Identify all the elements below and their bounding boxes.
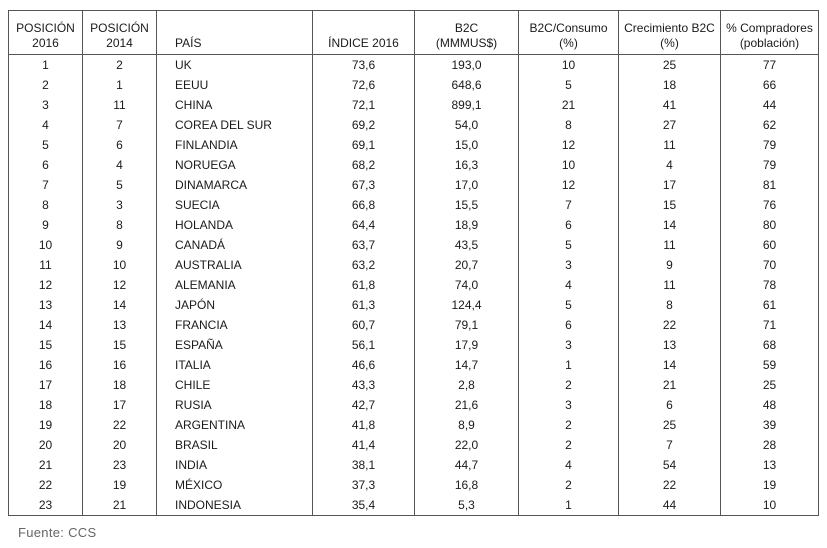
cell-b2c: 74,0 [415,275,519,295]
cell-crecimiento-b2c: 4 [619,155,721,175]
cell-indice-2016: 66,8 [313,195,415,215]
cell-b2c: 648,6 [415,75,519,95]
cell-posicion-2014: 8 [83,215,157,235]
cell-pais: NORUEGA [157,155,313,175]
cell-posicion-2014: 4 [83,155,157,175]
cell-crecimiento-b2c: 9 [619,255,721,275]
cell-crecimiento-b2c: 14 [619,355,721,375]
cell-posicion-2014: 10 [83,255,157,275]
cell-posicion-2014: 15 [83,335,157,355]
cell-posicion-2014: 20 [83,435,157,455]
cell-b2c-consumo: 2 [519,435,619,455]
cell-posicion-2016: 19 [9,415,83,435]
cell-posicion-2014: 22 [83,415,157,435]
table-header-row [9,11,819,55]
cell-pais: CHINA [157,95,313,115]
cell-compradores: 66 [721,75,819,95]
cell-indice-2016: 72,6 [313,75,415,95]
table-row [9,175,819,195]
header-b2c [415,11,519,55]
table-row [9,475,819,495]
cell-pais: ESPAÑA [157,335,313,355]
source-note: Fuente: CCS [18,525,97,540]
table-row [9,295,819,315]
cell-posicion-2014: 16 [83,355,157,375]
cell-b2c: 15,5 [415,195,519,215]
cell-compradores: 61 [721,295,819,315]
cell-indice-2016: 72,1 [313,95,415,115]
cell-b2c-consumo: 8 [519,115,619,135]
cell-b2c: 17,9 [415,335,519,355]
cell-posicion-2016: 3 [9,95,83,115]
cell-pais: ARGENTINA [157,415,313,435]
table-row [9,115,819,135]
table-row [9,315,819,335]
cell-posicion-2016: 1 [9,55,83,76]
cell-crecimiento-b2c: 18 [619,75,721,95]
cell-pais: AUSTRALIA [157,255,313,275]
header-line: POSICIÓN [16,21,75,35]
cell-pais: SUECIA [157,195,313,215]
cell-compradores: 59 [721,355,819,375]
cell-b2c-consumo: 10 [519,55,619,76]
cell-b2c-consumo: 12 [519,135,619,155]
header-b2c-consumo [519,11,619,55]
header-indice-2016 [313,11,415,55]
cell-compradores: 77 [721,55,819,76]
table-row [9,75,819,95]
cell-posicion-2014: 19 [83,475,157,495]
table-row [9,375,819,395]
table-row [9,395,819,415]
cell-posicion-2016: 23 [9,495,83,516]
cell-posicion-2016: 12 [9,275,83,295]
cell-b2c: 54,0 [415,115,519,135]
cell-b2c: 16,3 [415,155,519,175]
cell-indice-2016: 69,1 [313,135,415,155]
cell-posicion-2014: 21 [83,495,157,516]
cell-pais: FINLANDIA [157,135,313,155]
table-row [9,275,819,295]
table-body [9,55,819,516]
cell-indice-2016: 69,2 [313,115,415,135]
cell-pais: ALEMANIA [157,275,313,295]
cell-crecimiento-b2c: 11 [619,135,721,155]
cell-posicion-2016: 5 [9,135,83,155]
table-row [9,415,819,435]
cell-b2c: 16,8 [415,475,519,495]
header-posicion-2016 [9,11,83,55]
cell-b2c-consumo: 12 [519,175,619,195]
cell-compradores: 44 [721,95,819,115]
cell-pais: MÉXICO [157,475,313,495]
cell-crecimiento-b2c: 14 [619,215,721,235]
header-line: ÍNDICE 2016 [328,36,399,50]
cell-crecimiento-b2c: 17 [619,175,721,195]
header-line: (%) [559,36,578,50]
cell-b2c: 8,9 [415,415,519,435]
cell-indice-2016: 68,2 [313,155,415,175]
cell-indice-2016: 46,6 [313,355,415,375]
header-line: PAÍS [175,36,202,50]
cell-b2c-consumo: 7 [519,195,619,215]
cell-crecimiento-b2c: 54 [619,455,721,475]
cell-posicion-2016: 15 [9,335,83,355]
table-row [9,135,819,155]
cell-indice-2016: 35,4 [313,495,415,516]
header-line: POSICIÓN [90,21,149,35]
cell-compradores: 71 [721,315,819,335]
header-line: B2C [454,21,479,35]
cell-posicion-2014: 9 [83,235,157,255]
cell-compradores: 60 [721,235,819,255]
cell-b2c-consumo: 21 [519,95,619,115]
cell-pais: ITALIA [157,355,313,375]
cell-indice-2016: 64,4 [313,215,415,235]
cell-pais: EEUU [157,75,313,95]
header-line: Crecimiento B2C [624,21,715,35]
cell-compradores: 76 [721,195,819,215]
header-line: % Compradores [726,21,813,35]
cell-b2c: 193,0 [415,55,519,76]
cell-indice-2016: 56,1 [313,335,415,355]
cell-b2c: 18,9 [415,215,519,235]
cell-indice-2016: 61,8 [313,275,415,295]
cell-compradores: 19 [721,475,819,495]
table-row [9,215,819,235]
cell-b2c-consumo: 5 [519,295,619,315]
cell-indice-2016: 42,7 [313,395,415,415]
cell-crecimiento-b2c: 21 [619,375,721,395]
cell-b2c: 79,1 [415,315,519,335]
cell-pais: CANADÁ [157,235,313,255]
cell-b2c: 20,7 [415,255,519,275]
cell-crecimiento-b2c: 13 [619,335,721,355]
cell-b2c-consumo: 1 [519,355,619,375]
header-line: (población) [739,36,800,50]
cell-indice-2016: 41,4 [313,435,415,455]
cell-pais: INDIA [157,455,313,475]
cell-b2c-consumo: 4 [519,455,619,475]
cell-crecimiento-b2c: 25 [619,55,721,76]
cell-pais: UK [157,55,313,76]
cell-b2c-consumo: 3 [519,335,619,355]
cell-crecimiento-b2c: 6 [619,395,721,415]
cell-posicion-2016: 22 [9,475,83,495]
table-row [9,155,819,175]
table-row [9,255,819,275]
cell-compradores: 68 [721,335,819,355]
cell-crecimiento-b2c: 11 [619,275,721,295]
cell-crecimiento-b2c: 41 [619,95,721,115]
cell-posicion-2014: 23 [83,455,157,475]
cell-b2c: 5,3 [415,495,519,516]
cell-indice-2016: 43,3 [313,375,415,395]
cell-posicion-2016: 13 [9,295,83,315]
header-line: (%) [660,36,679,50]
cell-b2c: 22,0 [415,435,519,455]
cell-posicion-2014: 5 [83,175,157,195]
cell-b2c: 17,0 [415,175,519,195]
cell-indice-2016: 61,3 [313,295,415,315]
cell-posicion-2014: 18 [83,375,157,395]
header-line: (MMMUS$) [435,36,498,50]
cell-compradores: 13 [721,455,819,475]
table-row [9,195,819,215]
cell-b2c-consumo: 4 [519,275,619,295]
cell-b2c: 21,6 [415,395,519,415]
cell-pais: CHILE [157,375,313,395]
cell-posicion-2016: 10 [9,235,83,255]
cell-b2c: 44,7 [415,455,519,475]
cell-indice-2016: 37,3 [313,475,415,495]
cell-crecimiento-b2c: 11 [619,235,721,255]
cell-posicion-2014: 13 [83,315,157,335]
cell-b2c: 124,4 [415,295,519,315]
cell-crecimiento-b2c: 22 [619,315,721,335]
cell-b2c-consumo: 10 [519,155,619,175]
table-row [9,435,819,455]
cell-b2c-consumo: 6 [519,215,619,235]
cell-compradores: 79 [721,135,819,155]
cell-b2c-consumo: 2 [519,375,619,395]
table-row [9,455,819,475]
cell-posicion-2014: 12 [83,275,157,295]
cell-compradores: 81 [721,175,819,195]
header-line: B2C/Consumo [529,21,608,35]
cell-indice-2016: 63,2 [313,255,415,275]
cell-pais: HOLANDA [157,215,313,235]
cell-posicion-2016: 14 [9,315,83,335]
cell-crecimiento-b2c: 44 [619,495,721,516]
header-compradores [721,11,819,55]
cell-compradores: 39 [721,415,819,435]
cell-crecimiento-b2c: 8 [619,295,721,315]
cell-compradores: 62 [721,115,819,135]
cell-posicion-2014: 3 [83,195,157,215]
cell-compradores: 10 [721,495,819,516]
cell-posicion-2014: 14 [83,295,157,315]
cell-b2c-consumo: 3 [519,395,619,415]
cell-b2c-consumo: 5 [519,235,619,255]
cell-posicion-2014: 11 [83,95,157,115]
cell-compradores: 79 [721,155,819,175]
cell-compradores: 78 [721,275,819,295]
cell-indice-2016: 63,7 [313,235,415,255]
cell-posicion-2014: 6 [83,135,157,155]
ranking-table-container [8,10,819,516]
cell-b2c-consumo: 6 [519,315,619,335]
cell-posicion-2016: 9 [9,215,83,235]
cell-posicion-2016: 7 [9,175,83,195]
cell-b2c-consumo: 5 [519,75,619,95]
cell-compradores: 70 [721,255,819,275]
cell-b2c: 43,5 [415,235,519,255]
cell-pais: DINAMARCA [157,175,313,195]
cell-indice-2016: 60,7 [313,315,415,335]
cell-crecimiento-b2c: 22 [619,475,721,495]
cell-posicion-2016: 16 [9,355,83,375]
cell-crecimiento-b2c: 25 [619,415,721,435]
header-pais [157,11,313,55]
cell-b2c-consumo: 3 [519,255,619,275]
cell-pais: RUSIA [157,395,313,415]
cell-pais: COREA DEL SUR [157,115,313,135]
cell-b2c-consumo: 2 [519,415,619,435]
cell-posicion-2016: 11 [9,255,83,275]
header-line: 2014 [106,36,133,50]
cell-posicion-2016: 8 [9,195,83,215]
cell-posicion-2016: 20 [9,435,83,455]
table-row [9,235,819,255]
cell-pais: BRASIL [157,435,313,455]
cell-posicion-2014: 7 [83,115,157,135]
cell-indice-2016: 38,1 [313,455,415,475]
table-row [9,355,819,375]
cell-indice-2016: 67,3 [313,175,415,195]
cell-posicion-2016: 21 [9,455,83,475]
table-row [9,55,819,76]
cell-crecimiento-b2c: 15 [619,195,721,215]
cell-compradores: 28 [721,435,819,455]
header-crecimiento-b2c [619,11,721,55]
cell-b2c: 899,1 [415,95,519,115]
ecommerce-ranking-table [8,10,819,516]
cell-b2c: 14,7 [415,355,519,375]
cell-posicion-2016: 18 [9,395,83,415]
cell-posicion-2016: 6 [9,155,83,175]
table-row [9,95,819,115]
table-row [9,335,819,355]
cell-crecimiento-b2c: 27 [619,115,721,135]
cell-compradores: 25 [721,375,819,395]
cell-b2c-consumo: 2 [519,475,619,495]
cell-crecimiento-b2c: 7 [619,435,721,455]
cell-indice-2016: 73,6 [313,55,415,76]
cell-posicion-2016: 4 [9,115,83,135]
cell-b2c: 15,0 [415,135,519,155]
header-posicion-2014 [83,11,157,55]
cell-posicion-2014: 2 [83,55,157,76]
cell-pais: INDONESIA [157,495,313,516]
cell-posicion-2016: 2 [9,75,83,95]
cell-pais: JAPÓN [157,295,313,315]
cell-compradores: 48 [721,395,819,415]
header-line: 2016 [32,36,59,50]
cell-b2c-consumo: 1 [519,495,619,516]
cell-indice-2016: 41,8 [313,415,415,435]
cell-pais: FRANCIA [157,315,313,335]
cell-compradores: 80 [721,215,819,235]
table-row [9,495,819,516]
cell-posicion-2014: 17 [83,395,157,415]
cell-b2c: 2,8 [415,375,519,395]
cell-posicion-2016: 17 [9,375,83,395]
cell-posicion-2014: 1 [83,75,157,95]
